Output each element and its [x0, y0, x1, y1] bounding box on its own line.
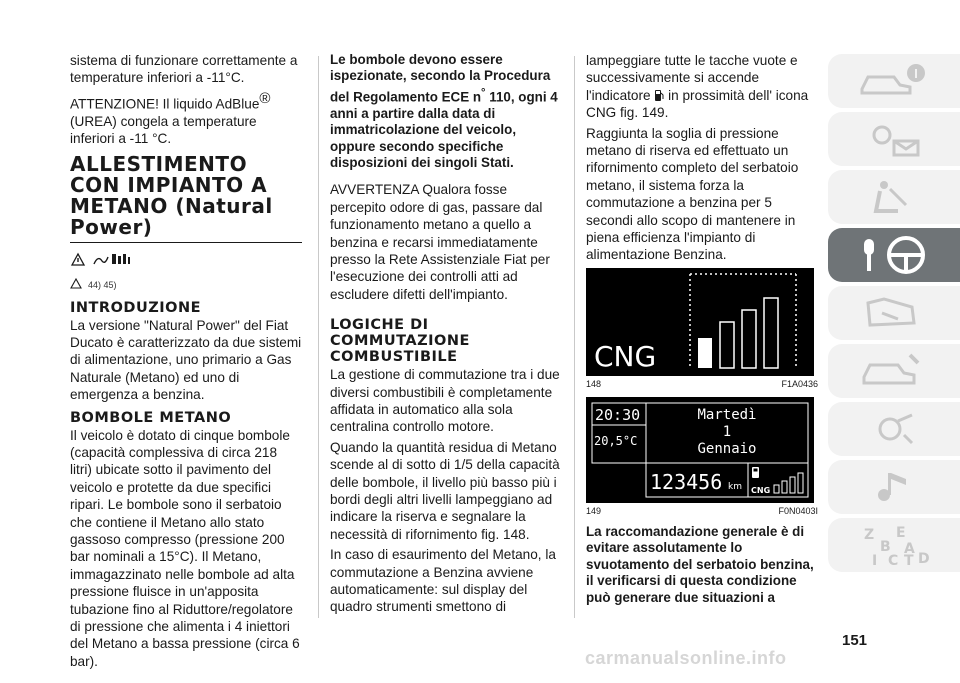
airbag-seat-icon — [854, 177, 934, 217]
cng-gauge-graphic — [586, 268, 814, 376]
paragraph-intro-cont: sistema di funzionare correttamente a temperature inferiori a -11°C. — [70, 53, 298, 86]
paragraph-bombole: Il veicolo è dotato di cinque bombole (capacità complessiva di circa 218 litri) ubicate sotto il pavimento del veicolo e protette da due specifici ripari. Le bombole sono il serbatoio che contiene il Metano allo stato gassoso compresso (pressione 200 bar nominali a 15°C). Il Metano, immagazzinato nelle bombole ad alta pressione fluisce in un'apposita tubazione fino al Riduttore/regolatore di pressione che alimenta i 4 iniettori del Metano a bassa pressione (circa 6 bar). — [70, 427, 300, 669]
paragraph-avvertenza: AVVERTENZA Qualora fosse percepito odore di gas, passare dal funzionamento metano a quello a benzina e recarsi immediatamente presso la Rete Assistenziale Fiat per l'esecuzione dei controlli atti ad escludere difetti dell'impianto. — [330, 182, 550, 302]
tab-safety[interactable] — [828, 170, 960, 224]
car-emergency-icon — [854, 293, 934, 333]
page-number: 151 — [842, 632, 868, 649]
inspection-note: Le bombole devono essere ispezionate, secondo la Procedura del Regolamento ECE n° 110, ogni 4 anni a partire dalla data di immatricolazione del veicolo, oppure secondo specifiche disposizioni dei singoli Stati. — [330, 52, 558, 170]
gauge-bar-2 — [720, 322, 734, 368]
degree-mark: ° — [481, 86, 486, 99]
svg-text:I: I — [872, 553, 878, 567]
heading-bombole: BOMBOLE METANO — [70, 409, 232, 426]
warning-icons-row — [70, 251, 302, 272]
figure-148-code: F1A0436 — [781, 378, 818, 389]
section-heading-metano: ALLESTIMENTO CON IMPIANTO A METANO (Natural Power) — [70, 151, 273, 239]
paragraph-indicator: lampeggiare tutte le tacche vuote e successivamente si accende l'indicatore in prossimità dell' icona CNG fig. 149. — [586, 53, 809, 121]
registered-mark: ® — [259, 89, 271, 107]
car-maintenance-icon — [854, 351, 934, 391]
svg-text:T: T — [904, 553, 914, 567]
heading-introduzione: INTRODUZIONE — [70, 299, 201, 316]
date-day: 1 — [722, 423, 732, 440]
svg-text:A: A — [904, 541, 915, 557]
paragraph-logiche-1: La gestione di commutazione tra i due diversi combustibili è completamente affidata in automatico alla sola centralina controllo motore. — [330, 367, 560, 435]
paragraph-adblue-warning: ATTENZIONE! Il liquido AdBlue® (UREA) congela a temperature inferiori a -11 °C. — [70, 89, 271, 147]
references-row — [70, 276, 302, 294]
mini-bar-2 — [782, 481, 787, 493]
paragraph-logiche-2: Quando la quantità residua di Metano scende al di sotto di 1/5 della capacità delle bombole, il livello più basso più i bordi degli altri livelli lampeggiano ad indicare la riserva e segnalare la necessità di rifornimento fig. 148. — [330, 439, 560, 542]
fuel-caution-icon — [92, 251, 132, 272]
odometer-unit: km — [728, 481, 742, 492]
heading-rule — [70, 242, 302, 243]
figure-149-display — [586, 397, 814, 503]
site-watermark: carmanualsonline.info — [585, 648, 787, 668]
car-info-icon — [854, 61, 934, 101]
alphabet-index-icon — [854, 523, 934, 567]
heading-logiche: LOGICHE DI COMMUTAZIONE COMBUSTIBILE — [330, 317, 470, 366]
warning-lights-icon — [854, 119, 934, 159]
cng-display-label: CNG — [594, 339, 657, 373]
tab-emergency[interactable] — [828, 286, 960, 340]
mini-bar-1 — [774, 485, 779, 493]
figure-149-code: F0N0403I — [778, 505, 818, 516]
tab-multimedia[interactable] — [828, 460, 960, 514]
svg-text:C: C — [888, 553, 899, 567]
column-2 — [330, 52, 562, 619]
mini-bar-3 — [790, 477, 795, 493]
mini-bar-4 — [798, 473, 803, 493]
outside-temperature: 20,5°C — [594, 433, 638, 448]
odometer-value: 123456 — [650, 469, 723, 494]
svg-text:Z: Z — [864, 527, 875, 543]
gauge-bar-4 — [764, 298, 778, 368]
weekday-label: Martedì — [697, 406, 757, 423]
hazard-hand-icon — [70, 251, 86, 272]
column-3 — [586, 52, 818, 616]
dashboard-display-graphic — [586, 397, 814, 503]
figure-148-number: 148 — [586, 378, 602, 389]
paragraph-logiche-3: In caso di esaurimento del Metano, la commutazione a Benzina avviene automaticamente: sul display del quadro strumenti smettono di — [330, 547, 556, 615]
key-steering-wheel-icon — [854, 233, 934, 277]
tab-starting-driving[interactable] — [828, 228, 960, 282]
tab-warning-lights[interactable] — [828, 112, 960, 166]
paragraph-introduzione: La versione "Natural Power" del Fiat Ducato è caratterizzato da due sistemi di alimentazione, uno primario a Gas Naturale (Metano) ed uno di emergenza a benzina. — [70, 317, 302, 403]
svg-text:B: B — [880, 539, 891, 555]
gauge-bar-3 — [742, 310, 756, 368]
warning-triangle-icon — [70, 276, 82, 294]
gauge-bar-1-filled — [698, 338, 712, 368]
column-divider-2 — [574, 56, 575, 618]
tab-maintenance[interactable] — [828, 344, 960, 398]
recommendation-note: La raccomandazione generale è di evitare assolutamente lo svuotamento del serbatoio benzina, il verificarsi di questa condizione può generare due situazioni a — [586, 523, 814, 605]
tab-getting-to-know[interactable] — [828, 54, 960, 108]
chapter-tabs — [828, 54, 960, 576]
figure-149-caption — [586, 506, 818, 516]
month-label: Gennaio — [697, 440, 757, 457]
figure-148-caption — [586, 379, 818, 389]
reserve-fuel-icon — [752, 467, 759, 478]
column-1 — [70, 52, 302, 673]
paragraph-soglia: Raggiunta la soglia di pressione metano di riserva ed effettuato un rifornimento completo del serbatoio metano, il sistema forza la commutazione a benzina per 5 secondi allo scopo di mantenere in piena efficienza l'impianto di alimentazione Benzina. — [586, 125, 799, 263]
figure-148-display — [586, 268, 814, 376]
music-note-icon — [854, 467, 934, 507]
warning-references: 44) 45) — [88, 279, 117, 290]
tab-index[interactable] — [828, 518, 960, 572]
svg-text:E: E — [896, 525, 906, 541]
wrench-gear-icon — [854, 409, 934, 449]
svg-text:D: D — [918, 551, 930, 567]
tab-technical-data[interactable] — [828, 402, 960, 456]
figure-149-number: 149 — [586, 505, 602, 516]
clock-time: 20:30 — [595, 405, 641, 424]
fuel-pump-icon — [654, 88, 664, 103]
cng-label-small: CNG — [751, 485, 771, 495]
column-divider-1 — [318, 56, 319, 618]
